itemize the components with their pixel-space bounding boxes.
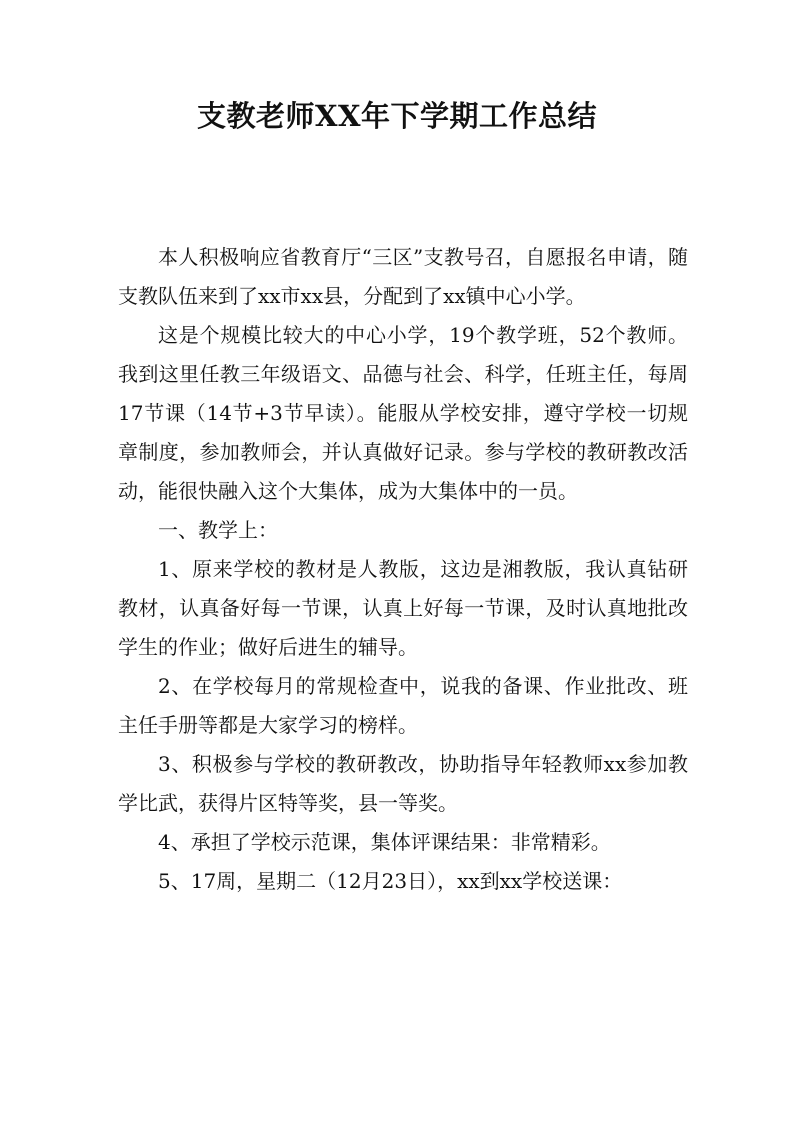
document-title: 支教老师XX年下学期工作总结 — [196, 99, 597, 133]
list-item-2: 2、在学校每月的常规检查中，说我的备课、作业批改、班主任手册等都是大家学习的榜样。 — [118, 674, 688, 737]
paragraph-intro: 本人积极响应省教育厅“三区”支教号召，自愿报名申请，随支教队伍来到了xx市xx县，分配到了xx镇中心小学。 — [118, 245, 688, 308]
list-item-3: 3、积极参与学校的教研教改，协助指导年轻教师xx参加教学比武，获得片区特等奖，县一等奖。 — [118, 752, 688, 815]
section-heading-teaching: 一、教学上： — [158, 518, 278, 542]
list-item-5: 5、17周，星期二（12月23日），xx到xx学校送课： — [158, 869, 623, 893]
document-body — [118, 238, 688, 901]
list-item-4: 4、承担了学校示范课，集体评课结果：非常精彩。 — [158, 830, 611, 854]
list-item-1: 1、原来学校的教材是人教版，这边是湘教版，我认真钻研教材，认真备好每一节课，认真上好每一节课，及时认真地批改学生的作业；做好后进生的辅导。 — [118, 557, 688, 659]
paragraph-school-info: 这是个规模比较大的中心小学，19个教学班，52个教师。我到这里任教三年级语文、品德与社会、科学，任班主任，每周17节课（14节+3节早读）。能服从学校安排，遵守学校一切规章制度，参加教师会，并认真做好记录。参与学校的教研教改活动，能很快融入这个大集体，成为大集体中的一员。 — [118, 323, 688, 503]
